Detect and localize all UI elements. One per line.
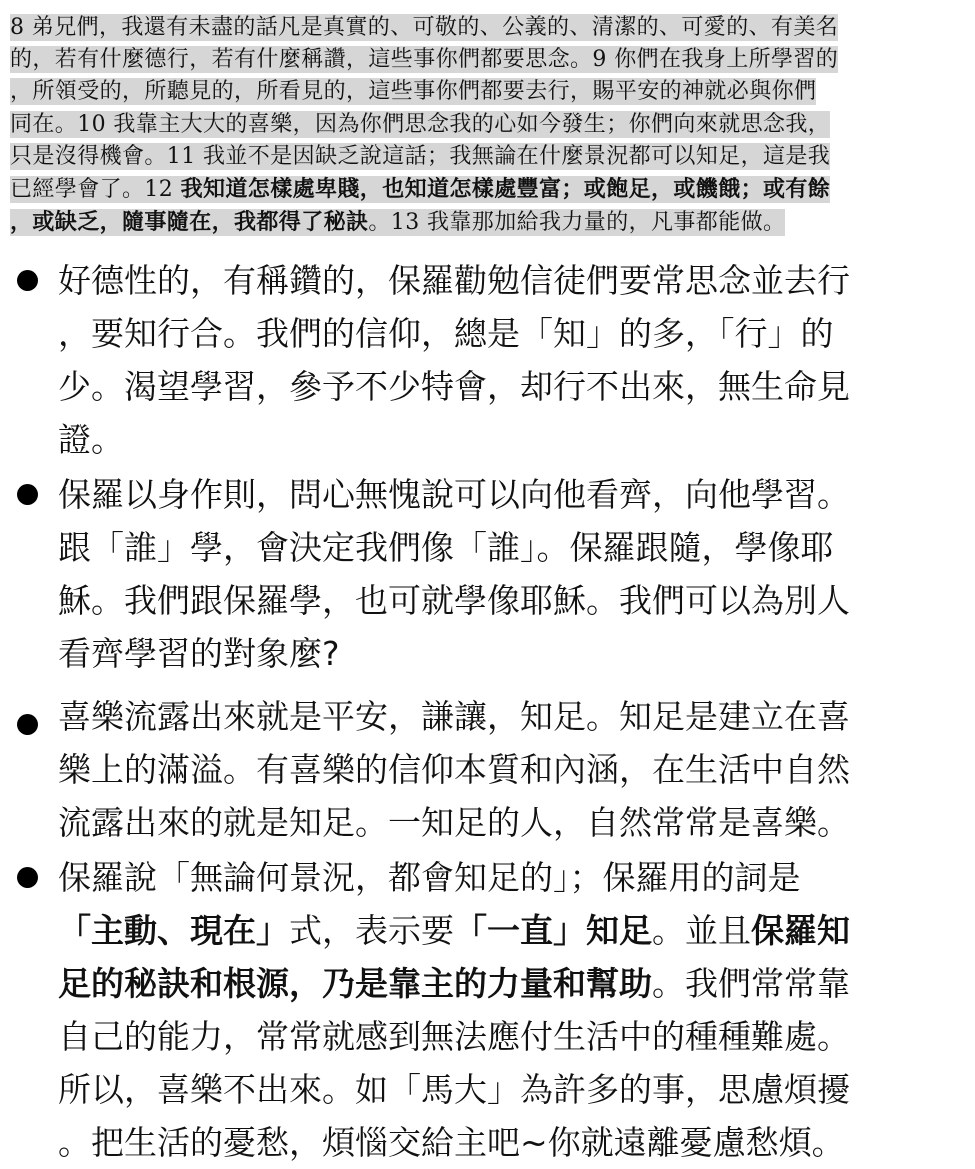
quote-highlight [10, 209, 785, 236]
bullet-dot-icon [17, 484, 38, 505]
quote-highlight [10, 176, 830, 203]
bullet-text: ，要知行合。我們的信仰，總是「知」的多，「行」的 [58, 314, 834, 353]
bullet-line [58, 627, 963, 680]
quote-text: 同在。10 我靠主大大的喜樂，因為你們思念我的心如今發生；你們向來就思念我， [10, 111, 831, 137]
bullet-dot-icon [17, 270, 38, 291]
quote-line [10, 109, 968, 141]
bullet-line [58, 521, 963, 574]
bullet-text: 證。 [58, 420, 124, 459]
bullet-item [0, 468, 975, 680]
bullet-line [58, 851, 963, 904]
bullet-text: 流露出來的就是知足。一知足的人，自然常常是喜樂。 [58, 803, 850, 842]
bullet-dot-icon [17, 714, 38, 735]
quote-text: 已經學會了。12 [10, 177, 181, 203]
bullet-text: 。並且 [652, 911, 751, 950]
quote-emphasis: ，或缺乏，隨事隨在，我都得了秘訣 [10, 209, 369, 236]
quote-text: ，所領受的，所聽見的，所看見的，這些事你們都要去行，賜平安的神就必與你們 [10, 79, 817, 105]
bullet-emphasis: 足的秘訣和根源，乃是靠主的力量和幫助 [58, 964, 652, 1003]
bullet-emphasis: 「主動、現在」 [58, 911, 289, 950]
bullet-text: 穌。我們跟保羅學，也可就學像耶穌。我們可以為別人 [58, 581, 850, 620]
quote-highlight [10, 143, 830, 170]
quote-text: 的，若有什麼德行，若有什麼稱讚，這些事你們都要思念。9 你們在我身上所學習的 [10, 47, 839, 73]
bullet-emphasis: 「一直」知足 [454, 911, 652, 950]
quote-line [10, 76, 968, 108]
quote-text: 。13 我靠那加給我力量的，凡事都能做。 [368, 210, 786, 236]
bullet-line [58, 796, 963, 849]
quote-emphasis: 我知道怎樣處卑賤，也知道怎樣處豐富；或飽足，或饑餓；或有餘 [180, 176, 831, 203]
bullet-text: 喜樂流露出來就是平安，謙讓，知足。知足是建立在喜 [58, 697, 850, 736]
bullet-dot-icon [17, 867, 38, 888]
bullet-line [58, 1116, 963, 1169]
bullet-text: 。我們常常靠 [652, 964, 850, 1003]
bullet-item [0, 851, 975, 1169]
bullet-text: 保羅以身作則，問心無愧說可以向他看齊，向他學習。 [58, 475, 850, 514]
quote-text: 8 弟兄們，我還有未盡的話凡是真實的、可敬的、公義的、清潔的、可愛的、有美名 [10, 15, 839, 40]
bullet-line [58, 468, 963, 521]
quote-line [10, 141, 968, 173]
bullet-line [58, 254, 963, 307]
bullet-text: 保羅說「無論何景況，都會知足的」；保羅用的詞是 [58, 858, 801, 897]
scripture-quote [10, 12, 968, 239]
bullet-text: 看齊學習的對象麼? [58, 634, 340, 673]
bullet-line [58, 904, 963, 957]
quote-line [10, 206, 968, 239]
bullet-line [58, 743, 963, 796]
bullet-line [58, 1010, 963, 1063]
bullet-line [58, 307, 963, 360]
quote-line [10, 44, 968, 76]
bullet-list [0, 254, 975, 1169]
quote-highlight [10, 111, 830, 138]
quote-line [10, 173, 968, 206]
quote-highlight [10, 14, 838, 41]
quote-text: 只是沒得機會。11 我並不是因缺乏說這話；我無論在什麼景況都可以知足，這是我 [10, 143, 831, 169]
bullet-line [58, 690, 963, 743]
bullet-line [58, 957, 963, 1010]
bullet-text: 所以，喜樂不出來。如「馬大」為許多的事，思慮煩擾 [58, 1070, 850, 1109]
quote-line [10, 12, 968, 44]
quote-highlight [10, 46, 838, 73]
bullet-text: 自己的能力，常常就感到無法應付生活中的種種難處。 [58, 1017, 850, 1056]
bullet-line [58, 360, 963, 413]
bullet-text: 式，表示要 [289, 911, 454, 950]
bullet-text: 樂上的滿溢。有喜樂的信仰本質和內涵，在生活中自然 [58, 750, 850, 789]
bullet-item [0, 690, 975, 849]
bullet-line [58, 574, 963, 627]
bullet-text: 少。渴望學習，參予不少特會，却行不出來，無生命見 [58, 367, 850, 406]
bullet-text: 跟「誰」學，會決定我們像「誰」。保羅跟隨，學像耶 [58, 528, 834, 567]
quote-highlight [10, 78, 816, 105]
bullet-text: 好德性的，有稱鑽的，保羅勸勉信徒們要常思念並去行 [58, 261, 850, 300]
bullet-line [58, 413, 963, 466]
bullet-item [0, 254, 975, 466]
bullet-line [58, 1063, 963, 1116]
bullet-text: 。把生活的憂愁，煩惱交給主吧~你就遠離憂慮愁煩。 [58, 1123, 845, 1162]
bullet-emphasis: 保羅知 [751, 911, 850, 950]
